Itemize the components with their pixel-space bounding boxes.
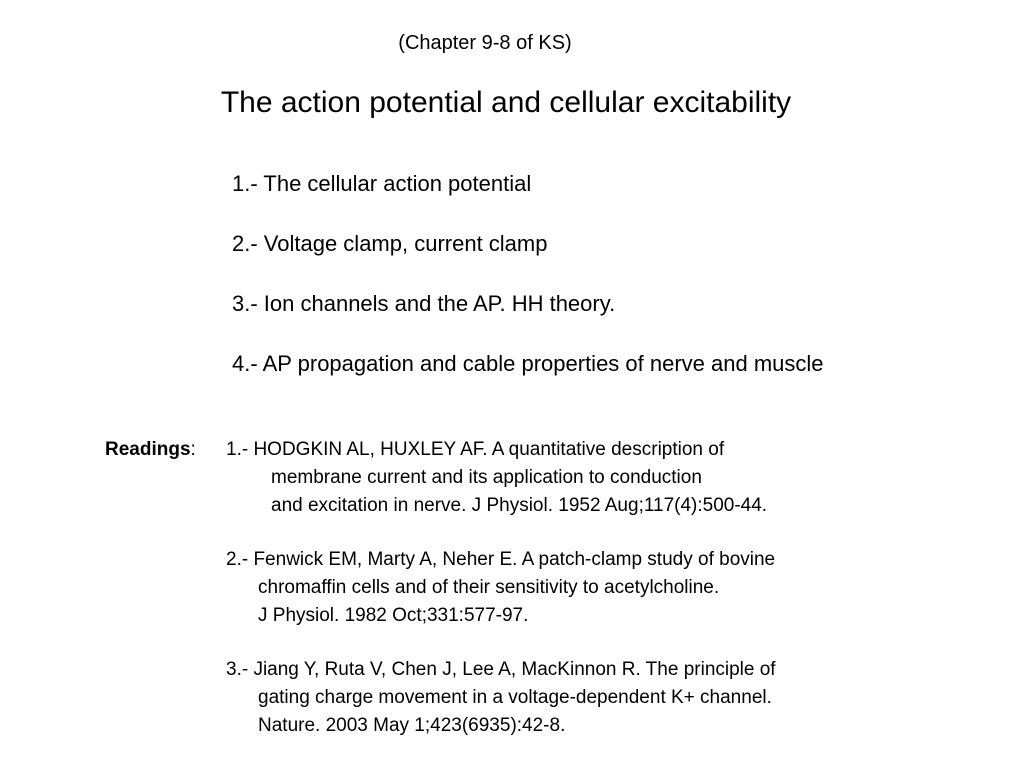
topic-item-2: 2.- Voltage clamp, current clamp: [232, 231, 548, 256]
reference-1-line-3: and excitation in nerve. J Physiol. 1952 Aug;117(4):500-44.: [271, 495, 768, 516]
topic-item-4: 4.- AP propagation and cable properties of nerve and muscle: [232, 351, 824, 376]
reference-1-line-1: 1.- HODGKIN AL, HUXLEY AF. A quantitative description of: [226, 439, 725, 460]
reference-3-line-1: 3.- Jiang Y, Ruta V, Chen J, Lee A, MacKinnon R. The principle of: [226, 659, 776, 680]
reference-3-line-3: Nature. 2003 May 1;423(6935):42-8.: [258, 715, 566, 736]
reference-2: [226, 546, 775, 630]
slide-title: The action potential and cellular excitability: [220, 86, 792, 119]
reference-3-line-2: gating charge movement in a voltage-dependent K+ channel.: [258, 687, 772, 708]
reference-1: [226, 436, 767, 520]
reference-2-line-3: J Physiol. 1982 Oct;331:577-97.: [258, 605, 529, 626]
reference-2-line-1: 2.- Fenwick EM, Marty A, Neher E. A patch-clamp study of bovine: [226, 549, 776, 570]
reference-3: [226, 656, 776, 740]
reference-2-line-2: chromaffin cells and of their sensitivity to acetylcholine.: [258, 577, 720, 598]
readings-label: Readings: [105, 439, 191, 460]
reference-1-line-2: membrane current and its application to conduction: [271, 467, 702, 488]
topic-list: [232, 170, 824, 410]
readings-heading: [105, 436, 196, 464]
readings-separator: :: [190, 439, 196, 460]
topic-item-1: 1.- The cellular action potential: [232, 171, 532, 196]
chapter-subtitle: (Chapter 9-8 of KS): [398, 32, 572, 54]
topic-item-3: 3.- Ion channels and the AP. HH theory.: [232, 291, 616, 316]
